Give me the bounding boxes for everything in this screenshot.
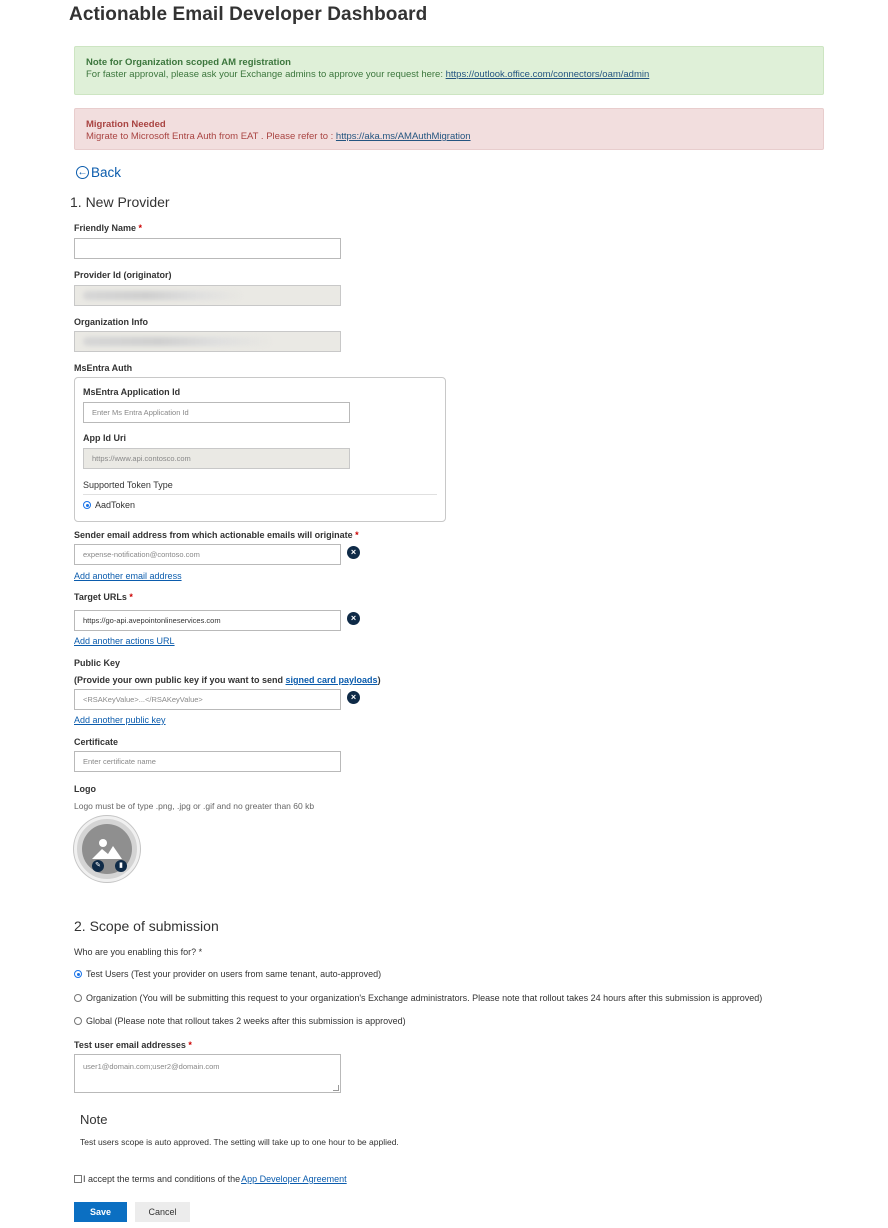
alert-heading: Note for Organization scoped AM registration bbox=[86, 57, 291, 68]
radio-icon bbox=[74, 1017, 82, 1025]
alert-text: Migrate to Microsoft Entra Auth from EAT . Please refer to : bbox=[86, 131, 336, 142]
provider-id-field bbox=[74, 285, 341, 306]
organization-info-label: Organization Info bbox=[74, 317, 148, 327]
provider-id-label: Provider Id (originator) bbox=[74, 270, 172, 280]
sender-email-input[interactable]: expense-notification@contoso.com bbox=[74, 544, 341, 565]
logo-hint: Logo must be of type .png, .jpg or .gif and no greater than 60 kb bbox=[74, 801, 315, 811]
logo-label: Logo bbox=[74, 784, 96, 794]
app-id-uri-field: https://www.api.contosco.com bbox=[83, 448, 350, 469]
signed-card-payloads-link[interactable]: signed card payloads bbox=[285, 675, 378, 685]
friendly-name-input[interactable] bbox=[74, 238, 341, 259]
public-key-input[interactable]: <RSAKeyValue>...</RSAKeyValue> bbox=[74, 689, 341, 710]
cancel-button[interactable]: Cancel bbox=[135, 1202, 190, 1222]
add-public-key-link[interactable]: Add another public key bbox=[74, 715, 166, 725]
token-option-label: AadToken bbox=[95, 500, 136, 510]
public-key-label: Public Key bbox=[74, 658, 121, 668]
remove-email-icon[interactable]: × bbox=[347, 546, 360, 559]
certificate-input[interactable]: Enter certificate name bbox=[74, 751, 341, 772]
msentra-auth-group bbox=[74, 377, 446, 522]
scope-question: Who are you enabling this for? * bbox=[74, 947, 203, 957]
remove-key-icon[interactable]: × bbox=[347, 691, 360, 704]
token-option-aadtoken[interactable] bbox=[83, 500, 135, 510]
section-new-provider-title: 1. New Provider bbox=[70, 194, 170, 210]
msentra-auth-label: MsEntra Auth bbox=[74, 363, 133, 373]
radio-icon bbox=[83, 501, 91, 509]
public-key-hint: (Provide your own public key if you want to send signed card payloads) bbox=[74, 675, 381, 685]
target-urls-label: Target URLs * bbox=[74, 592, 133, 602]
admin-approval-link[interactable]: https://outlook.office.com/connectors/oam/admin bbox=[445, 69, 650, 80]
divider bbox=[83, 494, 437, 495]
trash-icon[interactable]: ▮ bbox=[115, 860, 127, 872]
migration-alert bbox=[74, 108, 824, 150]
add-actions-url-link[interactable]: Add another actions URL bbox=[74, 636, 175, 646]
org-approval-alert bbox=[74, 46, 824, 95]
note-title: Note bbox=[80, 1112, 108, 1127]
target-url-input[interactable]: https://go-api.avepointonlineservices.com bbox=[74, 610, 341, 631]
remove-url-icon[interactable]: × bbox=[347, 612, 360, 625]
certificate-label: Certificate bbox=[74, 737, 119, 747]
sender-email-label: Sender email address from which actionable emails will originate * bbox=[74, 530, 359, 540]
msentra-app-id-input[interactable]: Enter Ms Entra Application Id bbox=[83, 402, 350, 423]
migration-guide-link[interactable]: https://aka.ms/AMAuthMigration bbox=[335, 131, 471, 142]
app-id-uri-label: App Id Uri bbox=[83, 433, 126, 443]
alert-body bbox=[86, 69, 812, 81]
pencil-icon[interactable]: ✎ bbox=[92, 860, 104, 872]
test-users-label: Test user email addresses * bbox=[74, 1040, 192, 1050]
msentra-app-id-label: MsEntra Application Id bbox=[83, 387, 181, 397]
textarea-placeholder: user1@domain.com;user2@domain.com bbox=[83, 1062, 220, 1071]
alert-text: For faster approval, please ask your Exchange admins to approve your request here: bbox=[86, 69, 446, 80]
scope-option-global[interactable] bbox=[74, 1016, 406, 1026]
supported-token-type-label: Supported Token Type bbox=[83, 480, 173, 490]
back-label: Back bbox=[91, 165, 122, 180]
scope-option-test-users[interactable] bbox=[74, 969, 381, 979]
alert-heading: Migration Needed bbox=[86, 119, 166, 130]
page-title: Actionable Email Developer Dashboard bbox=[69, 4, 428, 25]
terms-text: I accept the terms and conditions of the bbox=[83, 1174, 241, 1184]
scope-option-label: Global (Please note that rollout takes 2 weeks after this submission is approved) bbox=[86, 1016, 406, 1026]
scope-option-label: Test Users (Test your provider on users from same tenant, auto-approved) bbox=[86, 969, 382, 979]
logo-upload[interactable] bbox=[74, 816, 140, 882]
resize-handle-icon[interactable] bbox=[333, 1085, 339, 1091]
section-scope-title: 2. Scope of submission bbox=[74, 918, 219, 934]
app-developer-agreement-link[interactable]: App Developer Agreement bbox=[241, 1174, 347, 1184]
back-link[interactable] bbox=[76, 165, 121, 180]
radio-icon bbox=[74, 970, 82, 978]
alert-body bbox=[86, 131, 812, 143]
add-email-link[interactable]: Add another email address bbox=[74, 571, 182, 581]
friendly-name-label: Friendly Name * bbox=[74, 223, 143, 233]
save-button[interactable]: Save bbox=[74, 1202, 127, 1222]
scope-option-organization[interactable] bbox=[74, 993, 762, 1003]
radio-icon bbox=[74, 994, 82, 1002]
arrow-left-circle-icon: ← bbox=[77, 166, 88, 178]
terms-row bbox=[74, 1174, 347, 1184]
organization-info-field bbox=[74, 331, 341, 352]
test-users-textarea[interactable] bbox=[74, 1054, 341, 1093]
scope-option-label: Organization (You will be submitting this request to your organization's Exchange administrators. Please note that rollout takes 24 hours after this submission is approved) bbox=[86, 993, 763, 1003]
terms-checkbox[interactable] bbox=[74, 1175, 82, 1183]
note-text: Test users scope is auto approved. The setting will take up to one hour to be applied. bbox=[80, 1137, 399, 1147]
